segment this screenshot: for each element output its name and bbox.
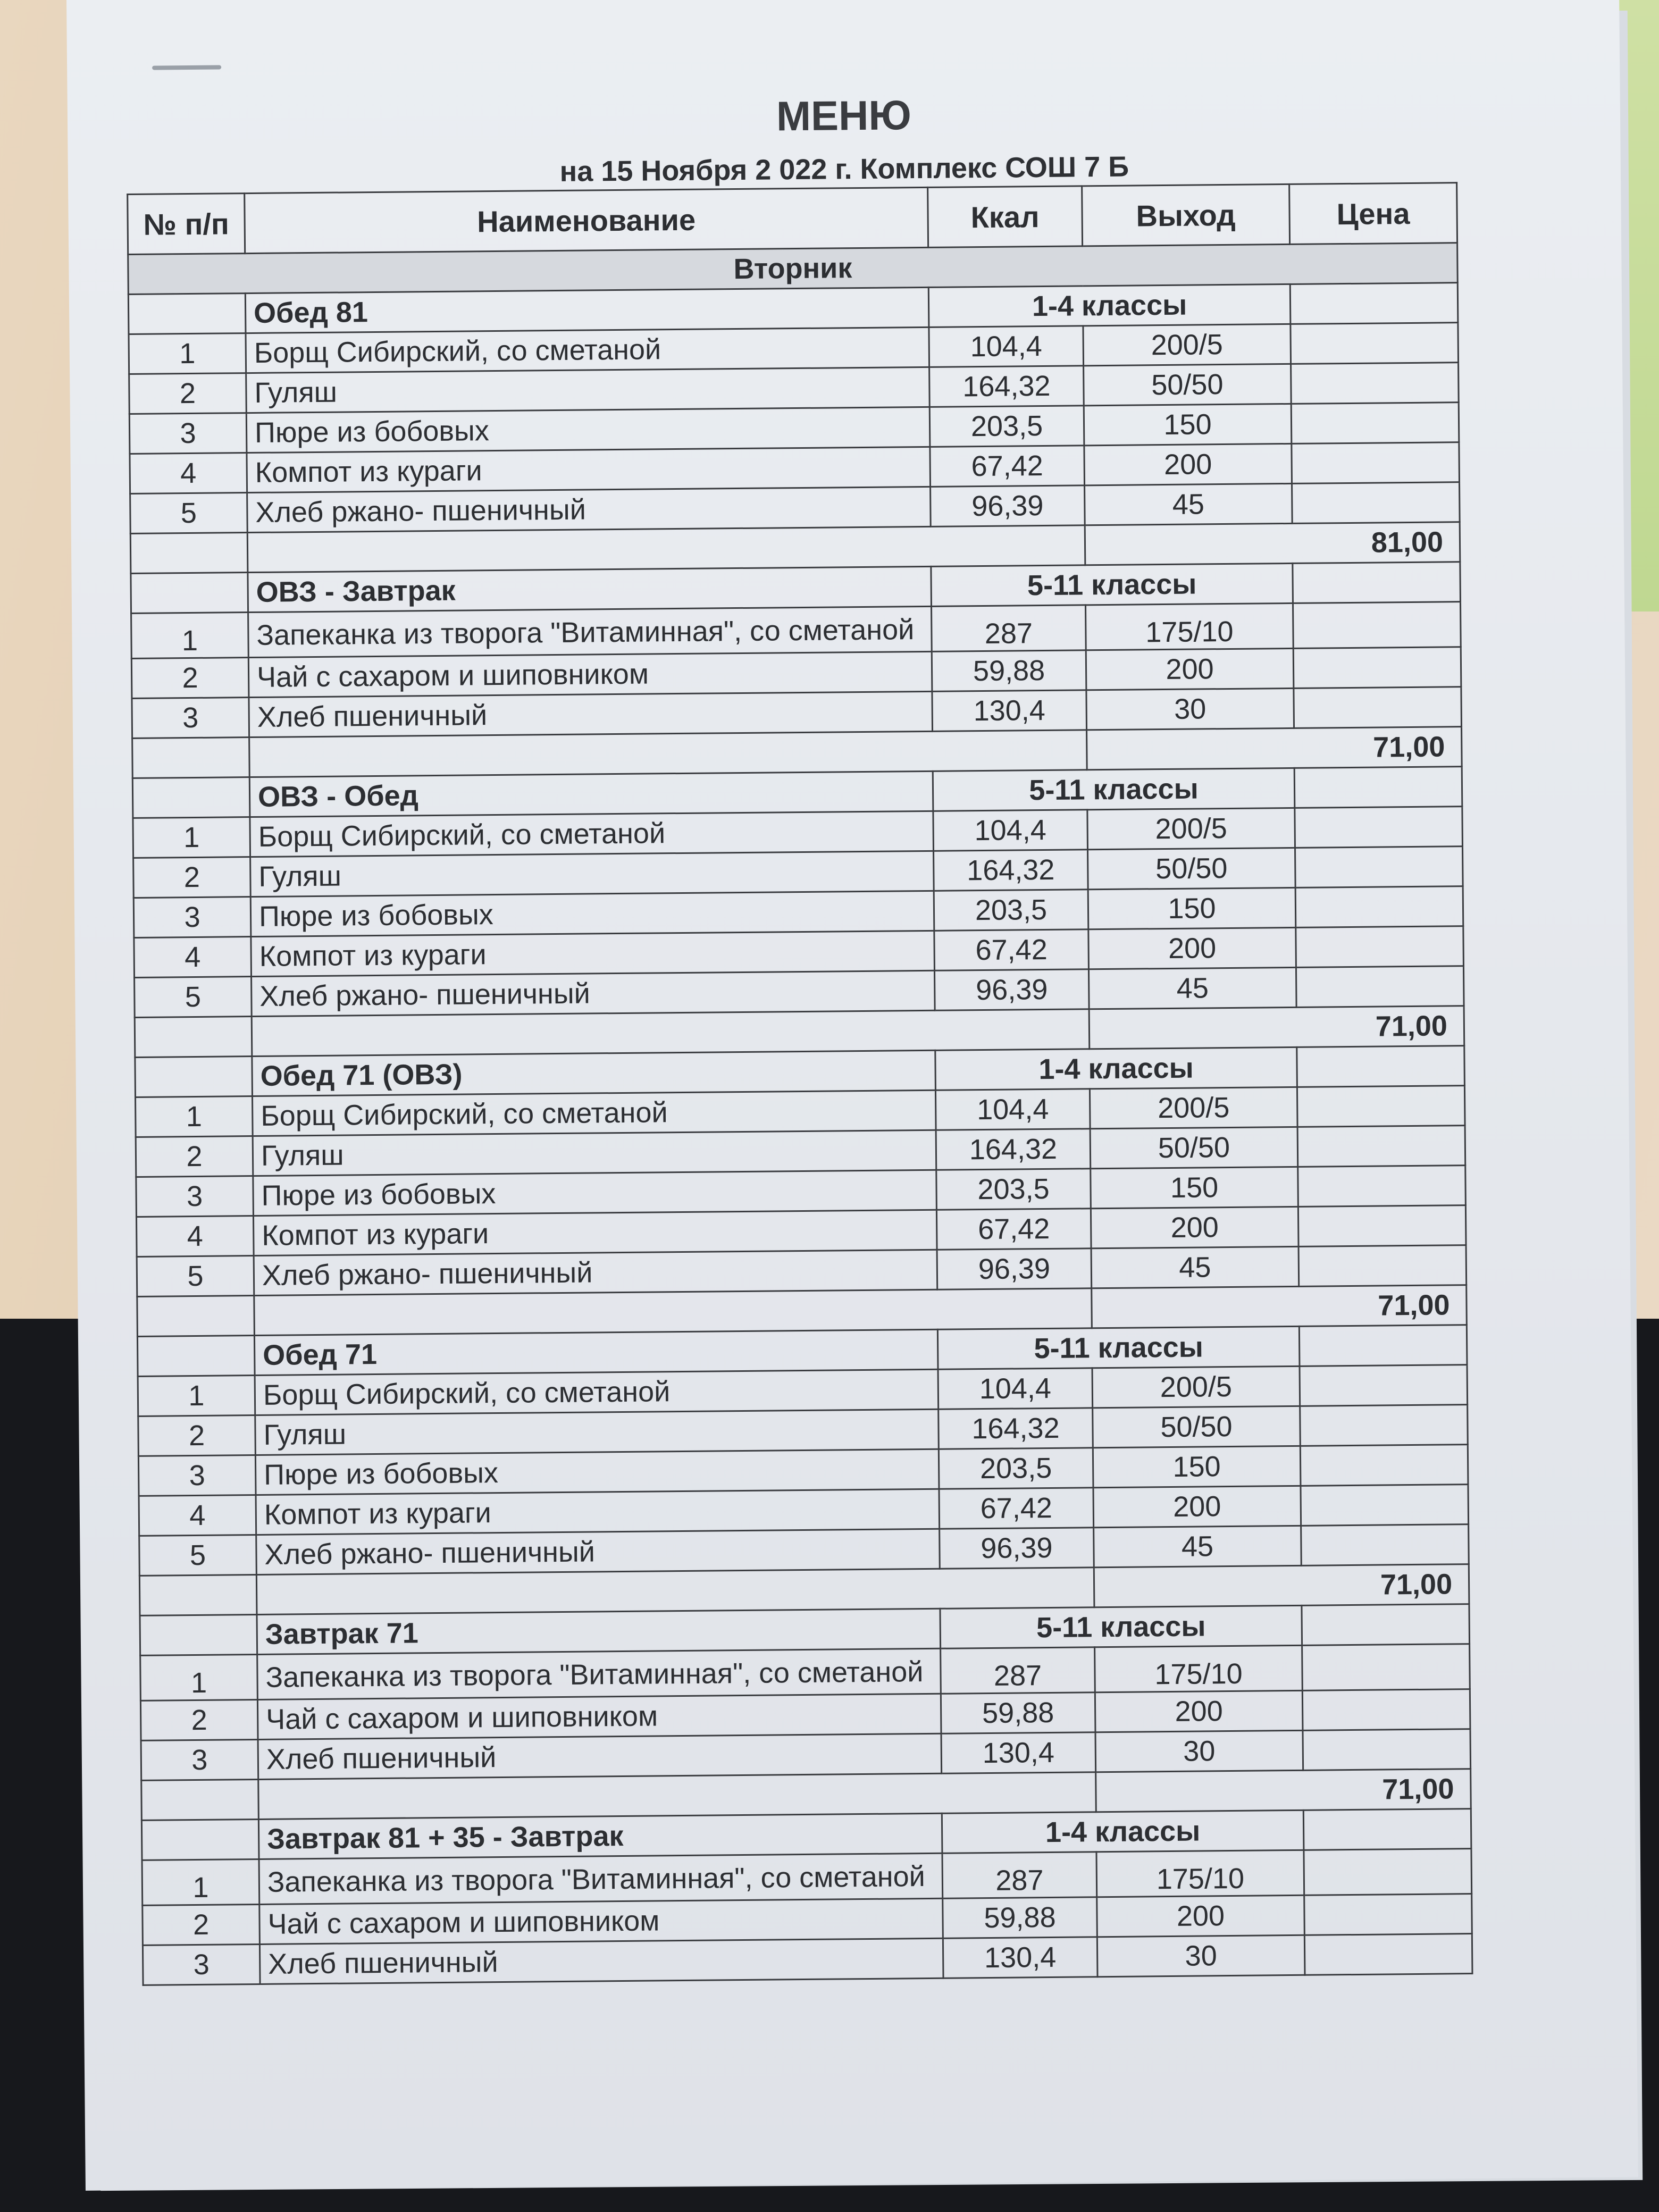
section-num-cell: [131, 573, 248, 614]
section-num-cell: [128, 294, 246, 334]
item-price: [1298, 1245, 1467, 1287]
item-price: [1304, 1894, 1472, 1936]
item-price: [1301, 1485, 1469, 1526]
item-price: [1298, 1205, 1466, 1247]
section-total-price: 71,00: [1087, 727, 1462, 770]
item-number: 2: [136, 1136, 253, 1177]
item-yield: 45: [1094, 1526, 1302, 1567]
item-name: Чай с сахаром и шиповником: [259, 1898, 943, 1944]
item-price: [1293, 647, 1461, 689]
section-price-cell: [1294, 767, 1462, 808]
section-price-cell: [1290, 283, 1458, 324]
section-num-cell: [137, 1336, 255, 1377]
item-name: Борщ Сибирский, со сметаной: [250, 811, 934, 857]
item-kcal: 96,39: [940, 1528, 1094, 1569]
section-total-price: 71,00: [1094, 1564, 1469, 1607]
item-kcal: 59,88: [941, 1692, 1095, 1734]
item-name: Компот из кураги: [253, 1210, 937, 1255]
item-yield: 30: [1097, 1935, 1305, 1976]
item-price: [1295, 847, 1463, 888]
item-number: 1: [133, 817, 250, 858]
item-name: Компот из кураги: [247, 447, 931, 492]
item-number: 2: [129, 373, 247, 414]
section-title: Обед 71: [254, 1329, 938, 1375]
section-group: 1-4 классы: [928, 284, 1291, 327]
total-num-cell: [135, 1017, 252, 1058]
item-yield: 200: [1093, 1486, 1301, 1527]
item-name: Хлеб пшеничный: [258, 1733, 942, 1779]
col-header-kcal: Ккал: [928, 186, 1083, 248]
section-group: 5-11 классы: [940, 1605, 1302, 1648]
section-title: Завтрак 71: [257, 1608, 941, 1654]
col-header-yield: Выход: [1082, 184, 1290, 246]
item-yield: 175/10: [1096, 1850, 1304, 1897]
item-name: Хлеб ржано- пшеничный: [254, 1250, 937, 1295]
item-name: Чай с сахаром и шиповником: [248, 651, 932, 697]
item-number: 3: [132, 698, 249, 739]
item-name: Гуляш: [250, 851, 934, 896]
item-yield: 50/50: [1088, 848, 1296, 889]
item-price: [1296, 926, 1464, 968]
total-spacer: [258, 1772, 1096, 1820]
item-name: Гуляш: [255, 1409, 939, 1455]
item-kcal: 164,32: [929, 366, 1084, 407]
staple-mark: [152, 65, 221, 70]
total-num-cell: [137, 1296, 255, 1337]
section-total-price: 71,00: [1089, 1006, 1464, 1049]
section-price-cell: [1293, 562, 1461, 604]
item-price: [1297, 1126, 1465, 1167]
item-name: Пюре из бобовых: [250, 891, 934, 936]
item-name: Пюре из бобовых: [253, 1170, 937, 1216]
item-number: 3: [143, 1944, 260, 1985]
item-kcal: 67,42: [936, 1209, 1091, 1250]
item-yield: 150: [1088, 887, 1296, 929]
item-yield: 50/50: [1090, 1127, 1298, 1168]
item-name: Борщ Сибирский, со сметаной: [246, 327, 929, 373]
item-name: Хлеб ржано- пшеничный: [256, 1529, 940, 1574]
item-kcal: 104,4: [935, 1089, 1090, 1130]
item-yield: 30: [1086, 688, 1294, 730]
item-number: 4: [139, 1495, 256, 1536]
item-number: 3: [129, 413, 247, 454]
item-price: [1295, 886, 1463, 928]
col-header-price: Цена: [1289, 183, 1457, 245]
item-kcal: 96,39: [934, 969, 1089, 1011]
total-num-cell: [130, 533, 248, 574]
item-price: [1292, 442, 1460, 484]
section-price-cell: [1303, 1809, 1471, 1850]
item-yield: 200: [1086, 648, 1294, 690]
item-kcal: 67,42: [939, 1488, 1094, 1529]
item-price: [1295, 807, 1463, 848]
item-kcal: 104,4: [929, 326, 1084, 367]
item-price: [1300, 1405, 1468, 1446]
item-yield: 200/5: [1083, 324, 1291, 365]
item-name: Пюре из бобовых: [255, 1449, 939, 1495]
item-price: [1304, 1934, 1472, 1975]
item-name: Борщ Сибирский, со сметаной: [253, 1090, 936, 1136]
item-yield: 150: [1084, 404, 1292, 445]
item-kcal: 104,4: [933, 810, 1088, 851]
item-name: Запеканка из творога "Витаминная", со сметаной: [259, 1853, 943, 1904]
item-kcal: 67,42: [934, 929, 1089, 971]
day-label: Вторник: [128, 243, 1458, 295]
item-price: [1296, 966, 1464, 1008]
item-kcal: 203,5: [929, 406, 1084, 447]
item-price: [1301, 1524, 1469, 1566]
item-yield: 200/5: [1090, 1087, 1297, 1128]
item-price: [1297, 1086, 1465, 1127]
total-spacer: [254, 1288, 1092, 1336]
item-number: 4: [130, 453, 247, 494]
item-yield: 200: [1091, 1206, 1298, 1248]
menu-table: [127, 182, 1473, 1986]
section-title: Завтрак 81 + 35 - Завтрак: [258, 1813, 942, 1859]
item-number: 2: [133, 857, 251, 898]
section-num-cell: [141, 1819, 259, 1860]
section-price-cell: [1297, 1046, 1465, 1087]
section-group: 1-4 классы: [935, 1047, 1297, 1090]
section-title: Обед 71 (ОВЗ): [252, 1050, 936, 1096]
section-price-cell: [1299, 1325, 1467, 1367]
item-yield: 200: [1088, 927, 1296, 969]
item-yield: 30: [1095, 1730, 1303, 1772]
section-group: 1-4 классы: [942, 1810, 1304, 1853]
item-name: Борщ Сибирский, со сметаной: [255, 1369, 939, 1415]
table-header-row: [128, 183, 1457, 255]
section-group: 5-11 классы: [933, 768, 1295, 811]
item-yield: 200: [1084, 443, 1292, 485]
item-number: 5: [137, 1256, 254, 1297]
item-name: Запеканка из творога "Витаминная", со сметаной: [248, 606, 932, 657]
item-number: 1: [142, 1859, 259, 1905]
item-name: Чай с сахаром и шиповником: [257, 1694, 941, 1739]
item-number: 1: [131, 613, 249, 659]
total-num-cell: [141, 1779, 259, 1820]
item-price: [1292, 482, 1460, 524]
section-group: 5-11 классы: [937, 1326, 1300, 1369]
item-kcal: 59,88: [943, 1897, 1097, 1939]
item-name: Хлеб ржано- пшеничный: [252, 970, 935, 1016]
item-kcal: 203,5: [939, 1448, 1093, 1489]
item-price: [1291, 403, 1459, 444]
item-number: 2: [131, 658, 249, 699]
item-yield: 50/50: [1093, 1406, 1301, 1447]
item-price: [1302, 1689, 1470, 1731]
item-number: 1: [129, 333, 246, 374]
item-kcal: 96,39: [931, 485, 1085, 527]
total-num-cell: [139, 1574, 257, 1615]
col-header-name: Наименование: [245, 187, 928, 253]
item-kcal: 164,32: [936, 1129, 1091, 1170]
item-number: 2: [138, 1415, 256, 1456]
item-yield: 175/10: [1086, 603, 1294, 650]
item-name: Пюре из бобовых: [246, 407, 930, 453]
item-kcal: 203,5: [936, 1169, 1091, 1210]
item-yield: 45: [1088, 967, 1296, 1009]
item-price: [1291, 363, 1459, 404]
total-spacer: [247, 525, 1085, 573]
item-name: Хлеб пшеничный: [249, 691, 933, 737]
item-name: Хлеб пшеничный: [259, 1938, 943, 1984]
item-price: [1294, 687, 1462, 728]
item-number: 3: [136, 1176, 254, 1217]
item-kcal: 287: [932, 605, 1086, 652]
item-yield: 200: [1097, 1895, 1305, 1937]
item-yield: 200/5: [1087, 808, 1295, 849]
item-number: 3: [133, 897, 251, 938]
item-kcal: 59,88: [932, 650, 1086, 692]
item-yield: 175/10: [1095, 1645, 1303, 1692]
item-number: 1: [136, 1096, 253, 1137]
item-name: Гуляш: [253, 1130, 936, 1176]
section-total-price: 81,00: [1085, 522, 1460, 565]
item-yield: 200: [1095, 1690, 1303, 1732]
item-kcal: 67,42: [930, 446, 1085, 487]
page-title: МЕНЮ: [776, 91, 912, 140]
item-number: 2: [143, 1904, 260, 1945]
item-yield: 50/50: [1084, 364, 1292, 405]
item-number: 1: [140, 1654, 258, 1700]
item-name: Гуляш: [246, 367, 930, 413]
total-spacer: [249, 730, 1087, 777]
item-price: [1291, 323, 1459, 364]
item-yield: 45: [1085, 483, 1293, 525]
item-number: 3: [138, 1455, 256, 1496]
menu-sheet: [66, 0, 1638, 2191]
item-kcal: 164,32: [934, 850, 1088, 891]
item-yield: 200/5: [1092, 1366, 1300, 1407]
page-subtitle: на 15 Ноября 2 022 г. Комплекс СОШ 7 Б: [559, 150, 1129, 188]
item-kcal: 130,4: [932, 690, 1087, 732]
item-name: Компот из кураги: [256, 1489, 940, 1535]
item-price: [1302, 1644, 1470, 1691]
item-kcal: 130,4: [941, 1732, 1096, 1774]
item-price: [1303, 1729, 1471, 1771]
item-number: 2: [140, 1699, 258, 1740]
item-kcal: 164,32: [939, 1408, 1093, 1449]
total-spacer: [252, 1009, 1090, 1057]
col-header-num: № п/п: [128, 194, 245, 255]
item-number: 5: [135, 977, 252, 1018]
item-name: Запеканка из творога "Витаминная", со сметаной: [257, 1648, 941, 1699]
item-price: [1298, 1166, 1466, 1207]
total-num-cell: [132, 738, 250, 778]
section-num-cell: [132, 777, 250, 818]
item-name: Хлеб ржано- пшеничный: [247, 487, 931, 532]
item-price: [1304, 1849, 1472, 1896]
item-price: [1300, 1445, 1468, 1486]
item-yield: 45: [1091, 1246, 1299, 1288]
section-title: Обед 81: [245, 287, 929, 333]
item-number: 4: [136, 1216, 254, 1257]
section-num-cell: [135, 1057, 253, 1097]
item-price: [1293, 602, 1461, 649]
item-yield: 150: [1093, 1446, 1301, 1487]
item-number: 4: [134, 937, 252, 978]
section-price-cell: [1302, 1604, 1470, 1646]
item-number: 3: [141, 1739, 258, 1780]
total-spacer: [256, 1568, 1094, 1615]
section-total-price: 71,00: [1096, 1769, 1471, 1812]
item-kcal: 287: [942, 1852, 1097, 1899]
item-number: 5: [139, 1535, 257, 1576]
item-yield: 150: [1091, 1167, 1298, 1208]
item-kcal: 287: [941, 1647, 1095, 1694]
item-name: Компот из кураги: [251, 931, 935, 976]
item-number: 1: [138, 1376, 255, 1417]
section-title: ОВЗ - Обед: [249, 771, 933, 817]
item-number: 5: [130, 493, 248, 534]
section-group: 5-11 классы: [931, 563, 1293, 606]
section-total-price: 71,00: [1092, 1285, 1467, 1328]
section-num-cell: [140, 1614, 257, 1655]
item-kcal: 96,39: [937, 1249, 1092, 1290]
item-price: [1300, 1365, 1468, 1406]
item-kcal: 203,5: [934, 890, 1088, 931]
item-kcal: 104,4: [938, 1368, 1093, 1410]
section-title: ОВЗ - Завтрак: [248, 566, 932, 612]
item-kcal: 130,4: [943, 1937, 1097, 1979]
